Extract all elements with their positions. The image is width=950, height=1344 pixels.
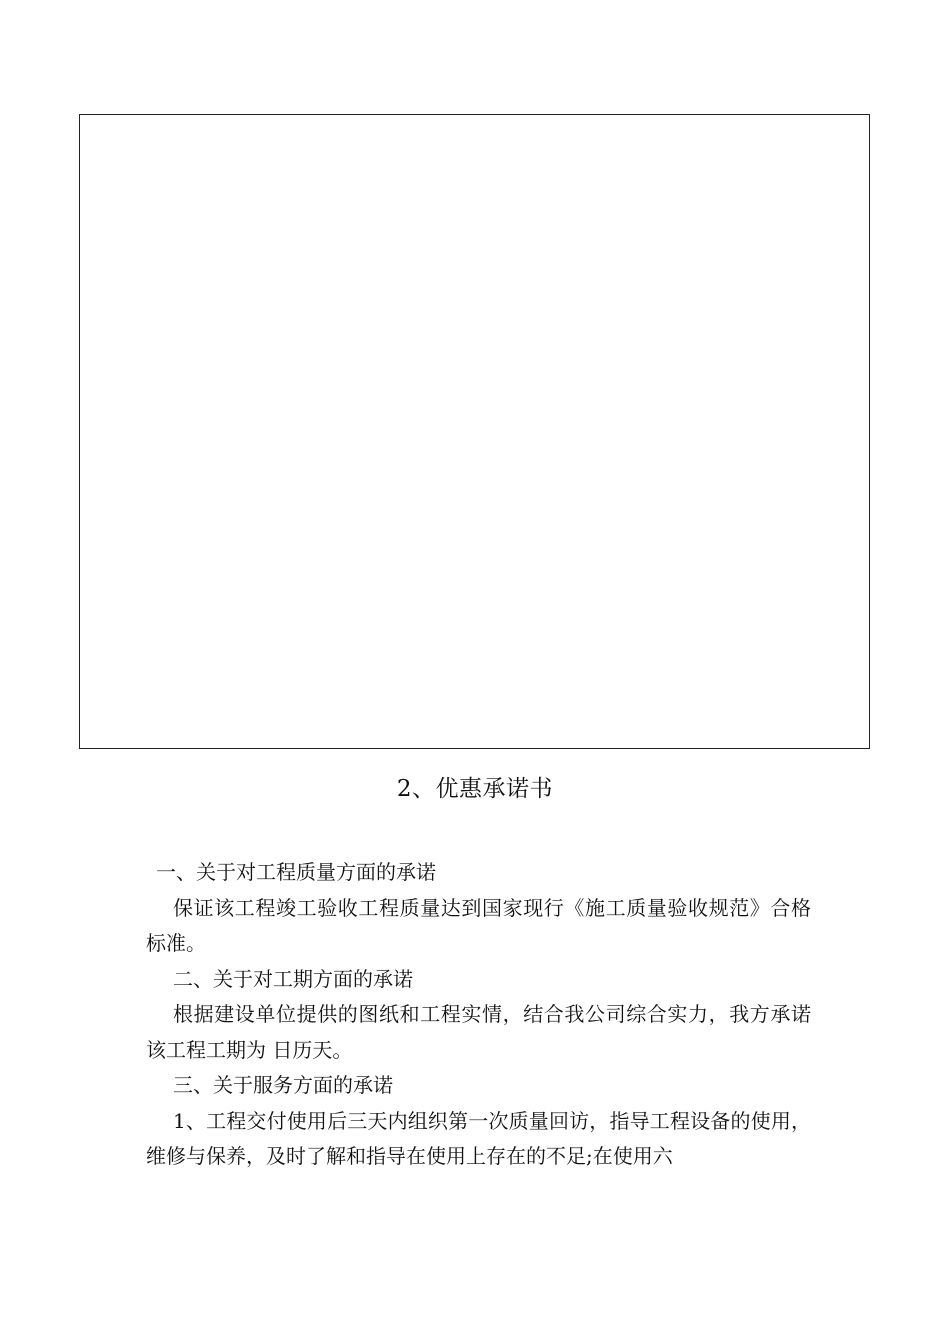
- section-heading-quality: 一、关于对工程质量方面的承诺: [156, 860, 436, 884]
- paragraph-schedule: 根据建设单位提供的图纸和工程实情，结合我公司综合实力，我方承诺该工程工期为 日历天。: [146, 1002, 811, 1062]
- empty-table-frame: [79, 114, 870, 749]
- page-title: 2、优惠承诺书: [396, 776, 554, 802]
- section-heading-service: 三、关于服务方面的承诺: [173, 1073, 393, 1097]
- section-heading-schedule: 二、关于对工期方面的承诺: [173, 966, 413, 991]
- paragraph-quality: 保证该工程竣工验收工程质量达到国家现行《施工质量验收规范》合格标准。: [146, 895, 811, 955]
- paragraph-service: 1、工程交付使用后三天内组织第一次质量回访，指导工程设备的使用，维修与保养，及时了解和指导在使用上存在的不足;在使用六: [146, 1108, 811, 1168]
- document-body: [146, 855, 811, 1175]
